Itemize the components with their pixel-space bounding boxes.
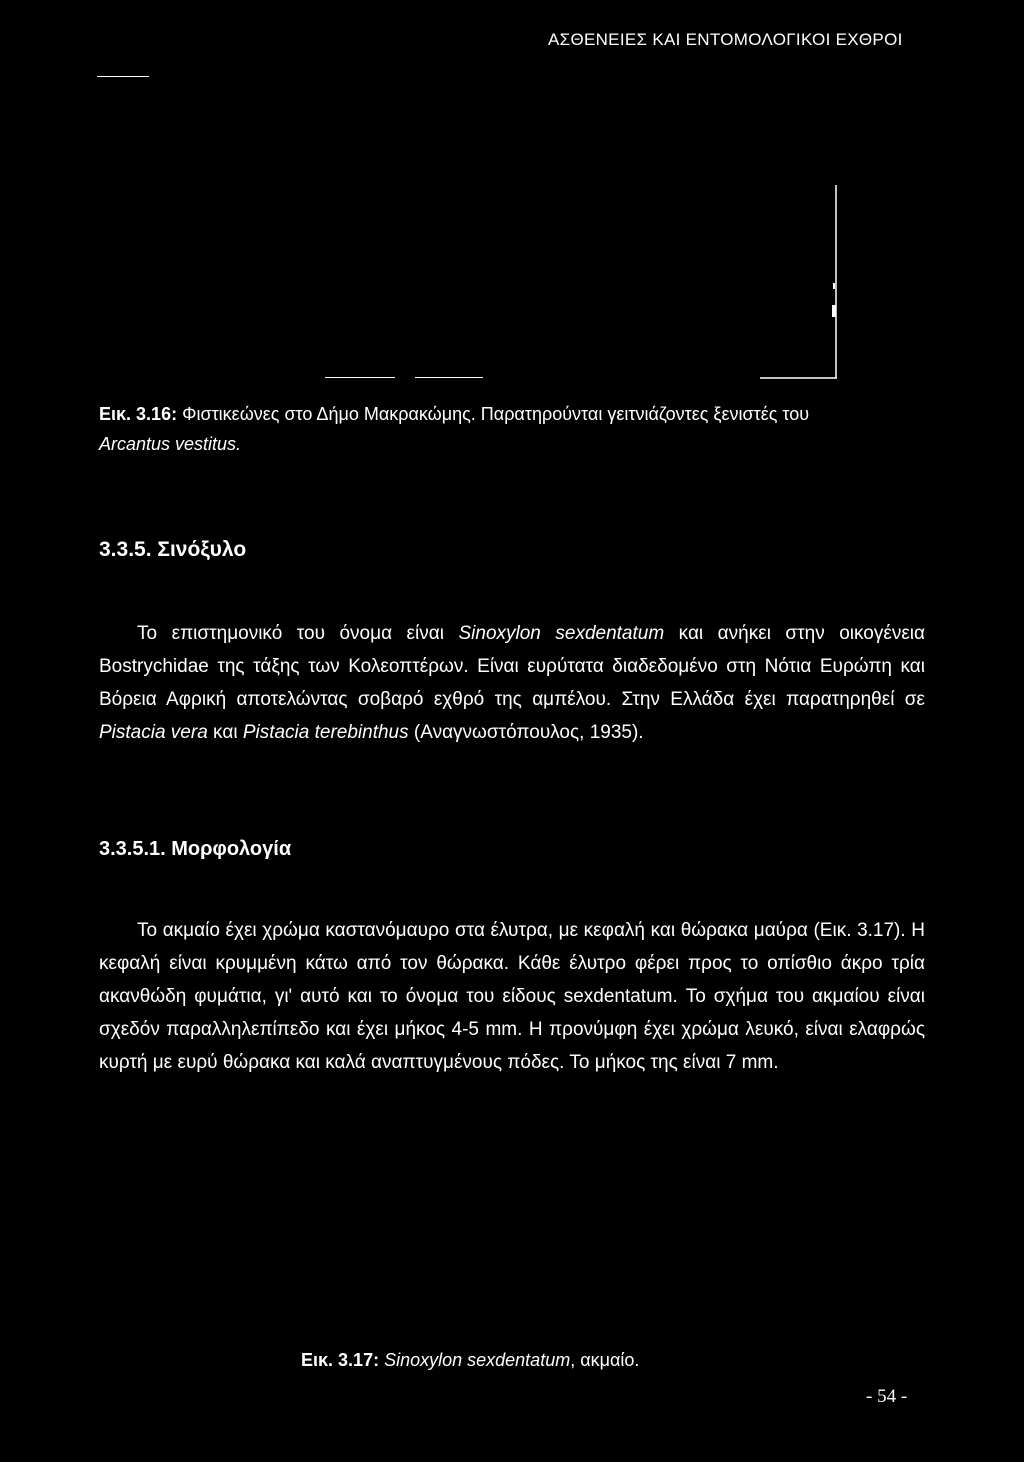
running-header: ΑΣΘΕΝΕΙΕΣ ΚΑΙ ΕΝΤΟΜΟΛΟΓΙΚΟΙ ΕΧΘΡΟΙ [548,30,903,49]
figure-3-16-edge-line [415,377,483,378]
figure-3-16-caption-text: Φιστικεώνες στο Δήμο Μακρακώμης. Παρατηρούνται γειτνιάζοντες ξενιστές του [182,404,810,424]
para1-text-2: και ανήκει στην οικογένεια Bostrychidae της τάξης των Κολεοπτέρων. Είναι ευρύτατα διαδεδομένο στη Νότια Ευρώπη και Βόρεια Αφρική αποτελώντας σοβαρό εχθρό της αμπέλου. Στην Ελλάδα έχει παρατηρηθεί σε [99,623,926,710]
figure-3-16-edge-line [325,377,395,378]
section-heading: 3.3.5. Σινόξυλο [99,538,247,561]
figure-3-17-label: Εικ. 3.17: [301,1350,380,1370]
para1-text-4: (Αναγνωστόπουλος, 1935). [408,722,644,743]
para1-text-1: Το επιστημονικό του όνομα είναι [137,623,459,644]
figure-3-16-caption [99,398,809,430]
subsection-heading: 3.3.5.1. Μορφολογία [99,838,292,860]
figure-3-17-species: Sinoxylon sexdentatum [384,1350,571,1370]
page-number: - 54 - [866,1386,908,1407]
para1-text-3: και [207,722,243,743]
morphology-paragraph: Το ακμαίο έχει χρώμα καστανόμαυρο στα έλυτρα, με κεφαλή και θώρακα μαύρα (Εικ. 3.17). Η κεφαλή είναι κρυμμένη κάτω από τον θώρακα. Κάθε έλυτρο φέρει προς το οπίσθιο άκρο τρία ακανθώδη φυμάτια, γι' αυτό και το όνομα του είδους sexdentatum. Το σχήμα του ακμαίου είναι σχεδόν παραλληλεπίπεδο και έχει μήκος 4-5 mm. Η προνύμφη έχει χρώμα λευκό, είναι ελαφρώς κυρτή με ευρύ θώρακα και καλά αναπτυγμένους πόδες. Το μήκος της είναι 7 mm. [99,920,925,1073]
header-rule [97,76,149,77]
figure-3-16-label: Εικ. 3.16: [99,404,178,424]
species-name: Sinoxylon sexdentatum [458,623,665,644]
host-species-name: Pistacia terebinthus [242,722,409,743]
figure-3-17-caption-rest: , ακμαίο. [570,1350,640,1370]
figure-3-16-caption-species: Arcantus vestitus. [99,434,242,454]
intro-paragraph [99,617,925,749]
figure-3-17-caption [301,1344,639,1376]
figure-3-16-image-frame [760,185,838,380]
host-species-name: Pistacia vera [99,722,208,743]
